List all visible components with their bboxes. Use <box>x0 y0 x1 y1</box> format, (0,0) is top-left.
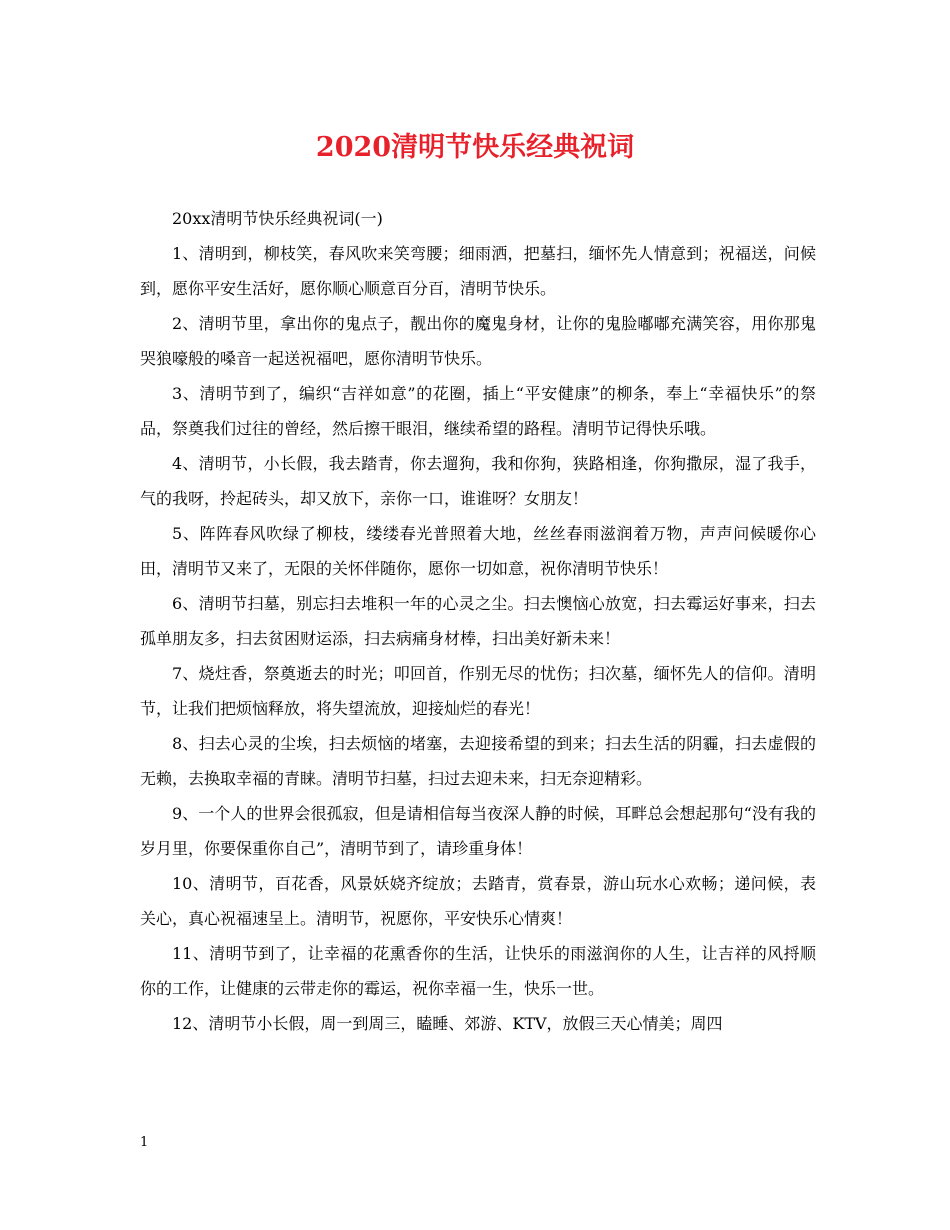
paragraph-12: 12、清明节小长假，周一到周三，瞌睡、郊游、KTV，放假三天心情美；周四 <box>172 1014 723 1033</box>
paragraph-6: 6、清明节扫墓，别忘扫去堆积一年的心灵之尘。扫去懊恼心放宽，扫去霉运好事来，扫去孤单朋友多，扫去贫困财运添，扫去病痛身材棒，扫出美好新未来！ <box>140 594 816 648</box>
document-title: 2020清明节快乐经典祝词 <box>315 132 635 163</box>
paragraph-2: 2、清明节里，拿出你的鬼点子，靓出你的魔鬼身材，让你的鬼脸嘟嘟充满笑容，用你那鬼哭狼嚎般的嗓音一起送祝福吧，愿你清明节快乐。 <box>140 314 816 368</box>
page-number: 1 <box>140 1135 149 1150</box>
paragraph-10: 10、清明节，百花香，风景妖娆齐绽放；去踏青，赏春景，游山玩水心欢畅；递问候，表关心，真心祝福速呈上。清明节，祝愿你，平安快乐心情爽！ <box>140 874 816 928</box>
subheading: 20xx清明节快乐经典祝词(一) <box>172 209 383 228</box>
paragraph-9: 9、一个人的世界会很孤寂，但是请相信每当夜深人静的时候，耳畔总会想起那句“没有我的岁月里，你要保重你自己”，清明节到了，请珍重身体！ <box>140 804 816 858</box>
paragraph-5: 5、阵阵春风吹绿了柳枝，缕缕春光普照着大地，丝丝春雨滋润着万物，声声问候暖你心田，清明节又来了，无限的关怀伴随你，愿你一切如意，祝你清明节快乐！ <box>140 524 816 578</box>
paragraph-8: 8、扫去心灵的尘埃，扫去烦恼的堵塞，去迎接希望的到来；扫去生活的阴霾，扫去虚假的无赖，去换取幸福的青睐。清明节扫墓，扫过去迎未来，扫无奈迎精彩。 <box>140 734 816 788</box>
paragraph-11: 11、清明节到了，让幸福的花熏香你的生活，让快乐的雨滋润你的人生，让吉祥的风捋顺你的工作，让健康的云带走你的霉运，祝你幸福一生，快乐一世。 <box>140 944 816 998</box>
paragraph-1: 1、清明到，柳枝笑，春风吹来笑弯腰；细雨洒，把墓扫，缅怀先人情意到；祝福送，问候到，愿你平安生活好，愿你顺心顺意百分百，清明节快乐。 <box>140 244 816 298</box>
paragraph-4: 4、清明节，小长假，我去踏青，你去遛狗，我和你狗，狭路相逢，你狗撒尿，湿了我手，气的我呀，拎起砖头，却又放下，亲你一口，谁谁呀？女朋友！ <box>140 454 816 508</box>
document-body <box>140 201 816 1041</box>
paragraph-7: 7、烧炷香，祭奠逝去的时光；叩回首，作别无尽的忧伤；扫次墓，缅怀先人的信仰。清明节，让我们把烦恼释放，将失望流放，迎接灿烂的春光！ <box>140 664 816 718</box>
paragraph-3: 3、清明节到了，编织“吉祥如意”的花圈，插上“平安健康”的柳条，奉上“幸福快乐”的祭品，祭奠我们过往的曾经，然后擦干眼泪，继续希望的路程。清明节记得快乐哦。 <box>140 384 816 438</box>
